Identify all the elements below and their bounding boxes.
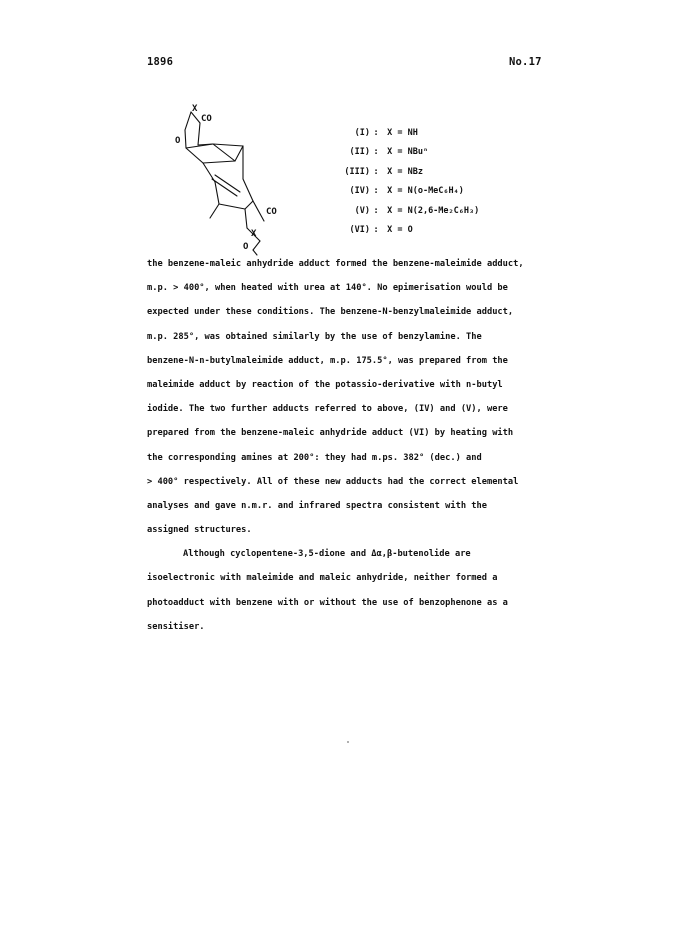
paragraph-line: m.p. 285°, was obtained similarly by the use of benzylamine. The (147, 331, 482, 342)
compound-definition: X = NBz (387, 166, 423, 177)
cage-bond (213, 144, 243, 146)
compound-number: (II) (349, 147, 370, 158)
chemical-structure-diagram (165, 103, 305, 263)
cage-bond (245, 209, 247, 228)
paragraph-line: photoadduct with benzene with or without the use of benzophenone as a (147, 597, 508, 608)
structure-label-o-bottom: O (243, 242, 249, 252)
issue-number: No.17 (509, 56, 542, 68)
compound-number: (IV) (349, 186, 370, 197)
compound-row: (IV) : X = N(o-MeC₆H₄) (344, 182, 479, 201)
structure-label-co-top: CO (201, 114, 212, 124)
structure-label-co-bottom: CO (266, 207, 277, 217)
compound-definition: X = NH (387, 128, 418, 138)
cage-bond (210, 204, 219, 218)
cage-bond (203, 161, 235, 163)
paragraph-line: isoelectronic with maleimide and maleic anhydride, neither formed a (147, 573, 498, 584)
paragraph-line: m.p. > 400°, when heated with urea at 140°. No epimerisation would be (147, 283, 508, 294)
paragraph-line: assigned structures. (147, 525, 252, 536)
paragraph-line: expected under these conditions. The benzene-N-benzylmaleimide adduct, (147, 307, 514, 318)
paragraph-line: benzene-N-n-butylmaleimide adduct, m.p. 175.5°, was prepared from the (147, 355, 508, 366)
paragraph-line: maleimide adduct by reaction of the potassio-derivative with n-butyl (147, 379, 503, 390)
compound-row: (VI) : X = O (344, 221, 479, 240)
compound-number: (VI) (349, 224, 370, 235)
paragraph-line: iodide. The two further adducts referred to above, (IV) and (V), were (147, 404, 508, 415)
compound-number: (I) (354, 128, 370, 138)
top-ring-bond (185, 130, 186, 148)
scan-speck (347, 741, 349, 743)
compound-number: (III) (344, 166, 370, 177)
cage-bond (243, 179, 253, 201)
structure-label-o-left: O (175, 136, 181, 146)
body-text (147, 252, 527, 639)
cage-bond (186, 148, 203, 163)
compound-number: (V) (354, 205, 370, 216)
cage-bond (219, 204, 245, 209)
structure-label-x-bottom: X (251, 229, 257, 239)
paragraph-line: analyses and gave n.m.r. and infrared spectra consistent with the (147, 500, 487, 511)
compound-definition: X = N(2,6-Me₂C₆H₃) (387, 205, 480, 216)
paragraph-line: the corresponding amines at 200°: they had m.ps. 382° (dec.) and (147, 452, 482, 463)
paragraph-line: the benzene-maleic anhydride adduct formed the benzene-maleimide adduct, (147, 259, 524, 269)
top-ring-bond (185, 112, 191, 130)
paragraph-line: prepared from the benzene-maleic anhydride adduct (VI) by heating with (147, 428, 514, 439)
cage-bond (203, 163, 215, 182)
paragraph-line: sensitiser. (147, 621, 205, 632)
compound-row: (I) : X = NH (344, 124, 479, 143)
paragraph-line: > 400° respectively. All of these new adducts had the correct elemental (147, 476, 519, 487)
cage-bond (215, 182, 219, 204)
structure-label-x-top: X (192, 104, 198, 114)
cage-bond (213, 144, 235, 161)
page-number: 1896 (147, 56, 174, 68)
compound-row: (III) : X = NBz (344, 163, 479, 182)
compound-definitions (344, 124, 479, 240)
cage-bond (245, 201, 253, 209)
cage-bond (235, 146, 243, 161)
compound-definition: X = N(o-MeC₆H₄) (387, 186, 464, 197)
compound-definition: X = O (387, 224, 413, 235)
bottom-ring-bond (253, 241, 260, 250)
compound-definition: X = NBuⁿ (387, 147, 429, 158)
top-ring-bond (198, 123, 200, 145)
compound-row: (II) : X = NBuⁿ (344, 143, 479, 162)
compound-row: (V) : X = N(2,6-Me₂C₆H₃) (344, 202, 479, 221)
bottom-ring-bond (253, 201, 264, 221)
paragraph-line: Although cyclopentene-3,5-dione and Δα,β-butenolide are (183, 549, 471, 560)
